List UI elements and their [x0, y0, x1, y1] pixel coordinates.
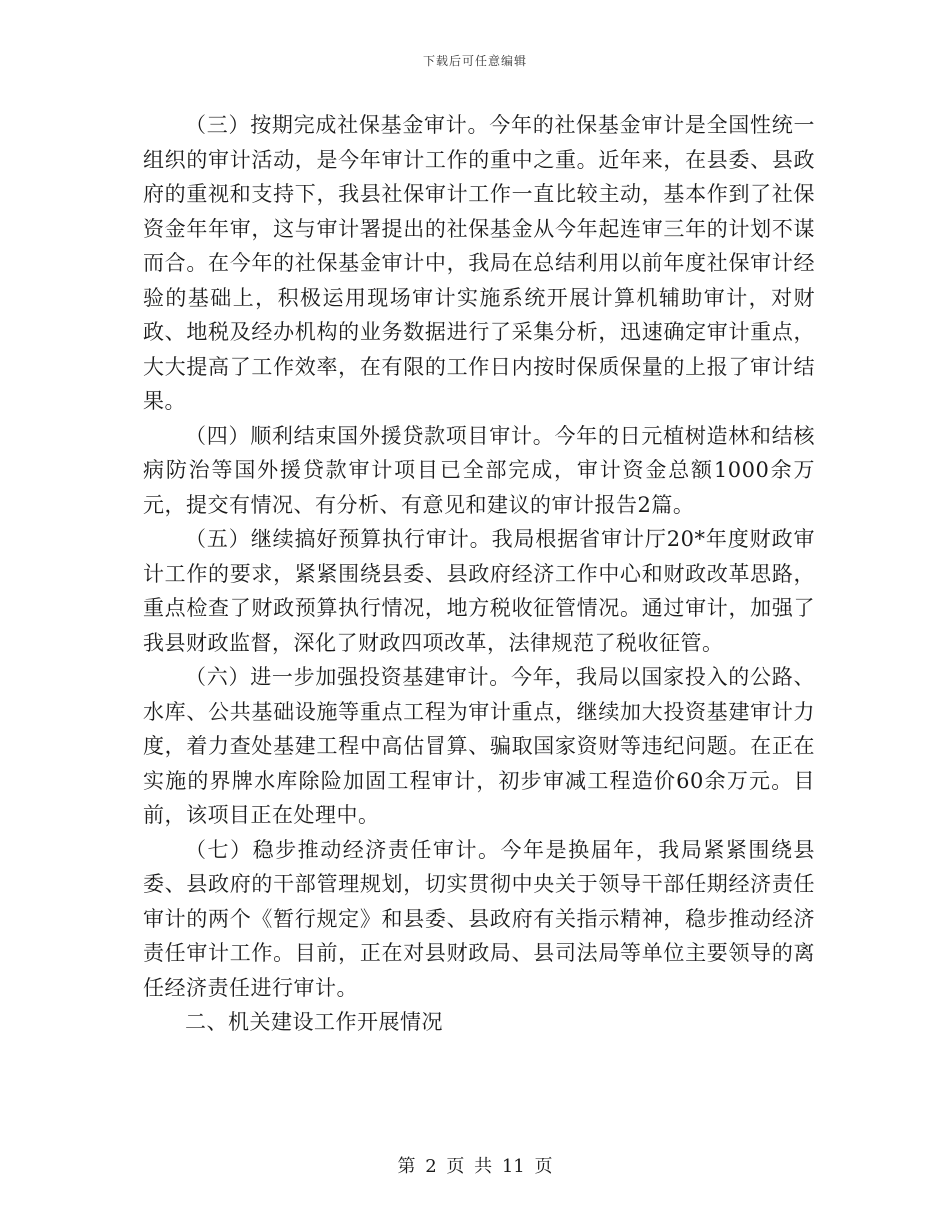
paragraph-budget-execution-audit: （五）继续搞好预算执行审计。我局根据省审计厅20*年度财政审计工作的要求，紧紧围绕县委、县政府经济工作中心和财政改革思路，重点检查了财政预算执行情况，地方税收征管情况。通过审计，加强了我县财政监督，深化了财政四项改革，法律规范了税收征管。	[143, 527, 815, 655]
paragraph-foreign-loan-audit: （四）顺利结束国外援贷款项目审计。今年的日元植树造林和结核病防治等国外援贷款审计项目已全部完成，审计资金总额1000余万元，提交有情况、有分析、有意见和建议的审计报告2篇。	[143, 423, 815, 517]
page-header: 下载后可任意编辑	[422, 54, 527, 68]
section-heading: 二、机关建设工作开展情况	[185, 1010, 443, 1034]
paragraph-infrastructure-audit: （六）进一步加强投资基建审计。今年，我局以国家投入的公路、水库、公共基础设施等重点工程为审计重点，继续加大投资基建审计力度，着力查处基建工程中高估冒算、骗取国家资财等违纪问题。在正在实施的界牌水库除险加固工程审计，初步审减工程造价60余万元。目前，该项目正在处理中。	[143, 665, 815, 827]
paragraph-social-security-audit: （三）按期完成社保基金审计。今年的社保基金审计是全国性统一组织的审计活动，是今年审计工作的重中之重。近年来，在县委、县政府的重视和支持下，我县社保审计工作一直比较主动，基本作到了社保资金年年审，这与审计署提出的社保基金从今年起连审三年的计划不谋而合。在今年的社保基金审计中，我局在总结利用以前年度社保审计经验的基础上，积极运用现场审计实施系统开展计算机辅助审计，对财政、地税及经办机构的业务数据进行了采集分析，迅速确定审计重点，大大提高了工作效率，在有限的工作日内按时保质保量的上报了审计结果。	[143, 113, 815, 413]
page-number-footer: 第 2 页 共 11 页	[397, 1156, 553, 1177]
document-body	[143, 108, 815, 1040]
paragraph-economic-responsibility-audit: （七）稳步推动经济责任审计。今年是换届年，我局紧紧围绕县委、县政府的干部管理规划，切实贯彻中央关于领导干部任期经济责任审计的两个《暂行规定》和县委、县政府有关指示精神，稳步推动经济责任审计工作。目前，正在对县财政局、县司法局等单位主要领导的离任经济责任进行审计。	[143, 837, 815, 1000]
